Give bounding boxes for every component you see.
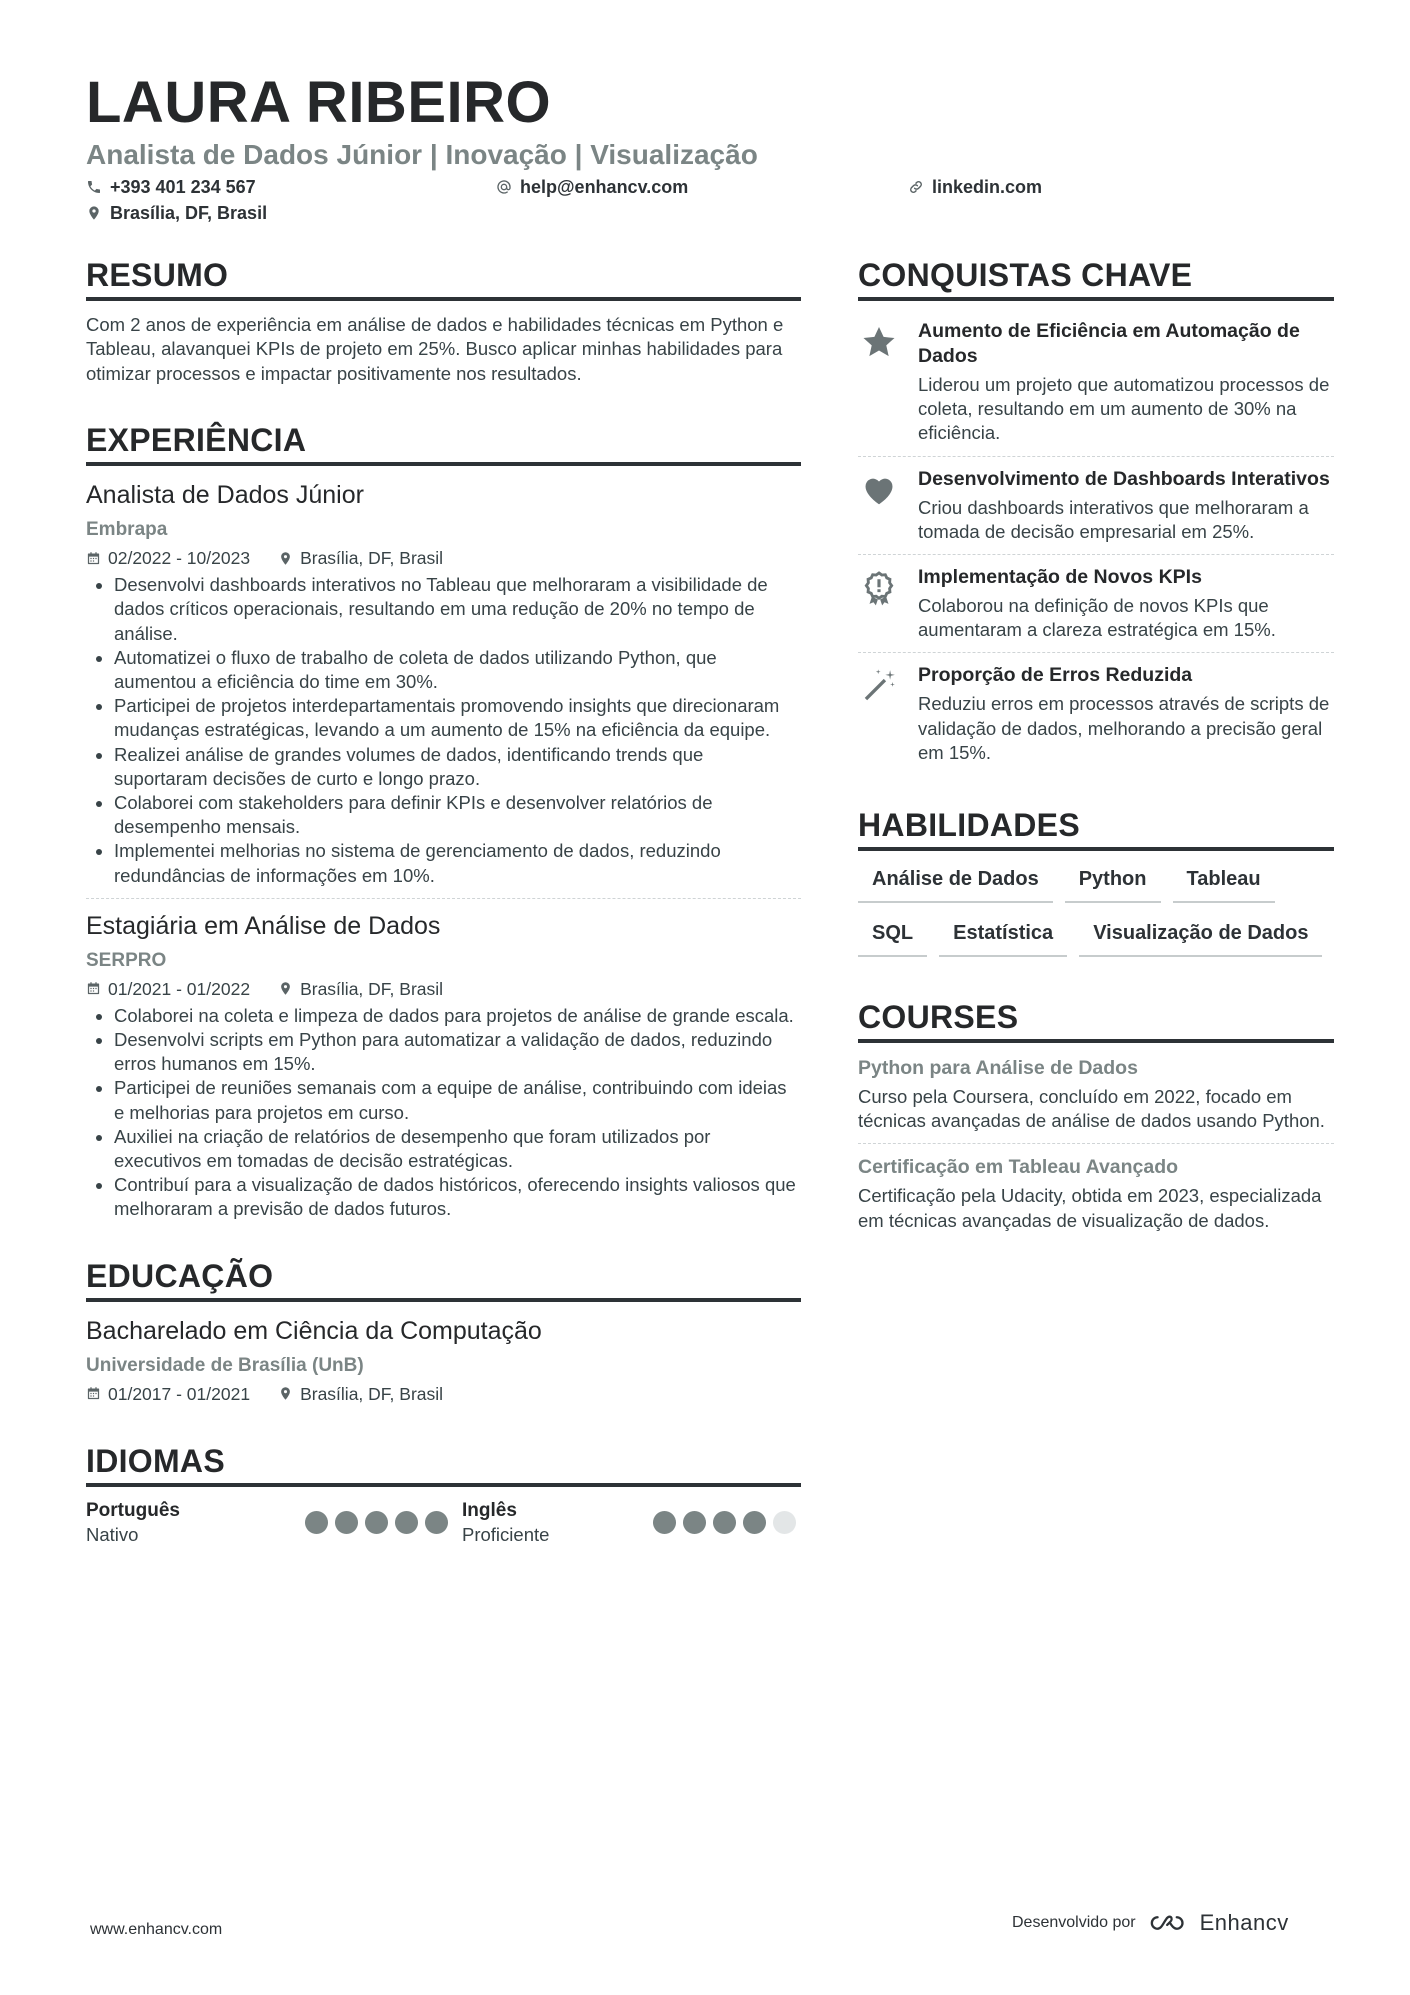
company-name: Embrapa: [86, 519, 168, 541]
bullet-item: Colaborei na coleta e limpeza de dados para projetos de análise de grande escala.: [86, 1004, 801, 1028]
calendar-icon: [86, 551, 101, 566]
rating-dot-filled: [743, 1511, 766, 1534]
achievement-title: Proporção de Erros Reduzida: [918, 664, 1193, 687]
job-meta: [86, 976, 801, 1002]
link-icon: [908, 179, 924, 195]
powered-by-text: Desenvolvido por: [1012, 1914, 1136, 1931]
footer-branding: [1012, 1910, 1289, 1936]
job-bullets: [86, 1004, 801, 1222]
language-name: Português: [86, 1499, 180, 1521]
education-dates: 01/2017 - 01/2021: [108, 1383, 251, 1404]
job-location-text: Brasília, DF, Brasil: [300, 548, 444, 569]
company-name: SERPRO: [86, 949, 167, 971]
course-title: Python para Análise de Dados: [858, 1057, 1138, 1080]
language-item: [86, 1499, 462, 1547]
rating-dot-filled: [653, 1511, 676, 1534]
course-title: Certificação em Tableau Avançado: [858, 1156, 1179, 1179]
job-title: Estagiária em Análise de Dados: [86, 911, 441, 940]
bullet-item: Colaborei com stakeholders para definir KPIs e desenvolver relatórios de desempenho mensais.: [86, 791, 801, 839]
languages-list: [86, 1499, 801, 1547]
achievement-icon-wrap: [858, 467, 918, 544]
entry-divider: [86, 898, 801, 899]
contact-linkedin[interactable]: [908, 175, 1042, 199]
calendar-icon: [86, 1386, 101, 1401]
language-rating: [305, 1511, 448, 1547]
achievements-section: [858, 255, 1334, 775]
summary-section: [86, 255, 801, 386]
language-item: [462, 1499, 796, 1547]
experience-heading: EXPERIÊNCIA: [86, 420, 801, 466]
languages-heading: IDIOMAS: [86, 1441, 801, 1487]
job-location-text: Brasília, DF, Brasil: [300, 978, 444, 999]
magic-wand-icon: [860, 667, 898, 705]
language-level: Nativo: [86, 1523, 139, 1545]
skills-list: [858, 865, 1334, 957]
bullet-item: Desenvolvi dashboards interativos no Tableau que melhoraram a visibilidade de dados críticos operacionais, resultando em uma redução de 20% no tempo de análise.: [86, 573, 801, 646]
rating-dot-filled: [395, 1511, 418, 1534]
skill-tag: Visualização de Dados: [1079, 919, 1322, 957]
job-location: [278, 976, 443, 1002]
language-rating: [653, 1511, 796, 1547]
job-dates: 01/2021 - 01/2022: [108, 978, 251, 999]
school-name: Universidade de Brasília (UnB): [86, 1354, 364, 1376]
bullet-item: Desenvolvi scripts em Python para automatizar a validação de dados, reduzindo erros humanos em 15%.: [86, 1028, 801, 1076]
achievement-icon-wrap: [858, 319, 918, 446]
linkedin-text: linkedin.com: [932, 176, 1043, 197]
course-desc: Curso pela Coursera, concluído em 2022, focado em técnicas avançadas de análise de dados usando Python.: [858, 1086, 1325, 1132]
courses-heading: COURSES: [858, 997, 1334, 1043]
achievement-desc: Criou dashboards interativos que melhoraram a tomada de decisão empresarial em 25%.: [918, 496, 1309, 542]
right-column: [858, 255, 1334, 1233]
award-icon: [860, 569, 898, 607]
achievement-icon-wrap: [858, 565, 918, 642]
job-location: [278, 545, 443, 571]
education-section: [86, 1256, 801, 1407]
courses-section: [858, 997, 1334, 1233]
contact-phone[interactable]: [86, 175, 256, 199]
bullet-item: Realizei análise de grandes volumes de dados, identificando trends que suportaram decisões de curto e longo prazo.: [86, 743, 801, 791]
rating-dot-empty: [773, 1511, 796, 1534]
bullet-item: Contribuí para a visualização de dados históricos, oferecendo insights valiosos que melhoraram a previsão de dados futuros.: [86, 1173, 801, 1221]
course-item: [858, 1055, 1334, 1133]
skill-tag: Tableau: [1173, 865, 1275, 903]
achievement-desc: Reduziu erros em processos através de scripts de validação de dados, melhorando a precisão geral em 15%.: [918, 693, 1330, 763]
bullet-item: Automatizei o fluxo de trabalho de coleta de dados utilizando Python, que aumentou a eficiência do time em 30%.: [86, 646, 801, 694]
achievement-item: [858, 555, 1334, 652]
education-heading: EDUCAÇÃO: [86, 1256, 801, 1302]
heart-icon: [860, 471, 898, 509]
summary-text: Com 2 anos de experiência em análise de dados e habilidades técnicas em Python e Tableau, alavanquei KPIs de projeto em 25%. Busco aplicar minhas habilidades para otimizar processos e impactar positivamente nos resultados.: [86, 314, 784, 384]
left-column: [86, 255, 801, 1547]
skill-tag: Estatística: [939, 919, 1067, 957]
email-text: help@enhancv.com: [520, 176, 689, 197]
language-name: Inglês: [462, 1499, 517, 1521]
contact-email[interactable]: [496, 175, 688, 199]
achievement-desc: Colaborou na definição de novos KPIs que aumentaram a clareza estratégica em 15%.: [918, 595, 1276, 641]
experience-section: [86, 420, 801, 1221]
rating-dot-filled: [305, 1511, 328, 1534]
education-location-text: Brasília, DF, Brasil: [300, 1383, 444, 1404]
language-level: Proficiente: [462, 1523, 550, 1545]
experience-entry: [86, 909, 801, 1222]
achievement-desc: Liderou um projeto que automatizou processos de coleta, resultando em um aumento de 30% na eficiência.: [918, 374, 1330, 444]
skill-tag: Análise de Dados: [858, 865, 1053, 903]
bullet-item: Participei de projetos interdepartamentais promovendo insights que direcionaram mudanças estratégicas, levando a um aumento de 15% na eficiência da equipe.: [86, 694, 801, 742]
achievement-title: Aumento de Eficiência em Automação de Dados: [918, 320, 1300, 367]
bullet-item: Implementei melhorias no sistema de gerenciamento de dados, reduzindo redundâncias de informações em 10%.: [86, 839, 801, 887]
course-desc: Certificação pela Udacity, obtida em 2023, especializada em técnicas avançadas de visualização de dados.: [858, 1185, 1322, 1231]
rating-dot-filled: [683, 1511, 706, 1534]
job-dates: 02/2022 - 10/2023: [108, 548, 251, 569]
rating-dot-filled: [335, 1511, 358, 1534]
location-text: Brasília, DF, Brasil: [110, 202, 268, 223]
achievement-title: Desenvolvimento de Dashboards Interativos: [918, 467, 1330, 490]
location-pin-icon: [86, 205, 102, 221]
rating-dot-filled: [713, 1511, 736, 1534]
experience-entry: [86, 478, 801, 888]
at-icon: [496, 179, 512, 195]
rating-dot-filled: [365, 1511, 388, 1534]
job-meta: [86, 545, 801, 571]
degree-title: Bacharelado em Ciência da Computação: [86, 1316, 542, 1345]
bullet-item: Participei de reuniões semanais com a equipe de análise, contribuindo com ideias e melhorias para projetos em curso.: [86, 1076, 801, 1124]
star-icon: [860, 323, 898, 361]
calendar-icon: [86, 981, 101, 996]
languages-section: [86, 1441, 801, 1547]
bullet-item: Auxiliei na criação de relatórios de desempenho que foram utilizados por executivos em tomadas de decisão estratégicas.: [86, 1125, 801, 1173]
summary-heading: RESUMO: [86, 255, 801, 301]
achievement-item: [858, 653, 1334, 775]
skills-section: [858, 805, 1334, 957]
contact-location: [86, 201, 267, 225]
footer-website[interactable]: www.enhancv.com: [90, 1921, 223, 1938]
enhancv-brand: Enhancv: [1199, 1910, 1289, 1935]
candidate-subtitle: Analista de Dados Júnior | Inovação | Visualização: [86, 139, 758, 170]
education-meta: [86, 1381, 801, 1407]
achievements-heading: CONQUISTAS CHAVE: [858, 255, 1334, 301]
phone-text: +393 401 234 567: [110, 176, 256, 197]
education-location: [278, 1381, 443, 1407]
candidate-name: LAURA RIBEIRO: [86, 70, 552, 135]
achievement-title: Implementação de Novos KPIs: [918, 566, 1202, 589]
location-pin-icon: [278, 981, 293, 996]
achievement-item: [858, 313, 1334, 456]
rating-dot-filled: [425, 1511, 448, 1534]
course-item: [858, 1154, 1334, 1232]
job-title: Analista de Dados Júnior: [86, 481, 364, 510]
course-divider: [858, 1143, 1334, 1144]
contact-info: [86, 175, 1336, 231]
skill-tag: SQL: [858, 919, 927, 957]
achievement-item: [858, 457, 1334, 554]
location-pin-icon: [278, 551, 293, 566]
enhancv-logo-icon: [1148, 1911, 1194, 1935]
job-bullets: [86, 573, 801, 888]
skills-heading: HABILIDADES: [858, 805, 1334, 851]
phone-icon: [86, 179, 102, 195]
location-pin-icon: [278, 1386, 293, 1401]
achievement-icon-wrap: [858, 663, 918, 765]
skill-tag: Python: [1065, 865, 1161, 903]
